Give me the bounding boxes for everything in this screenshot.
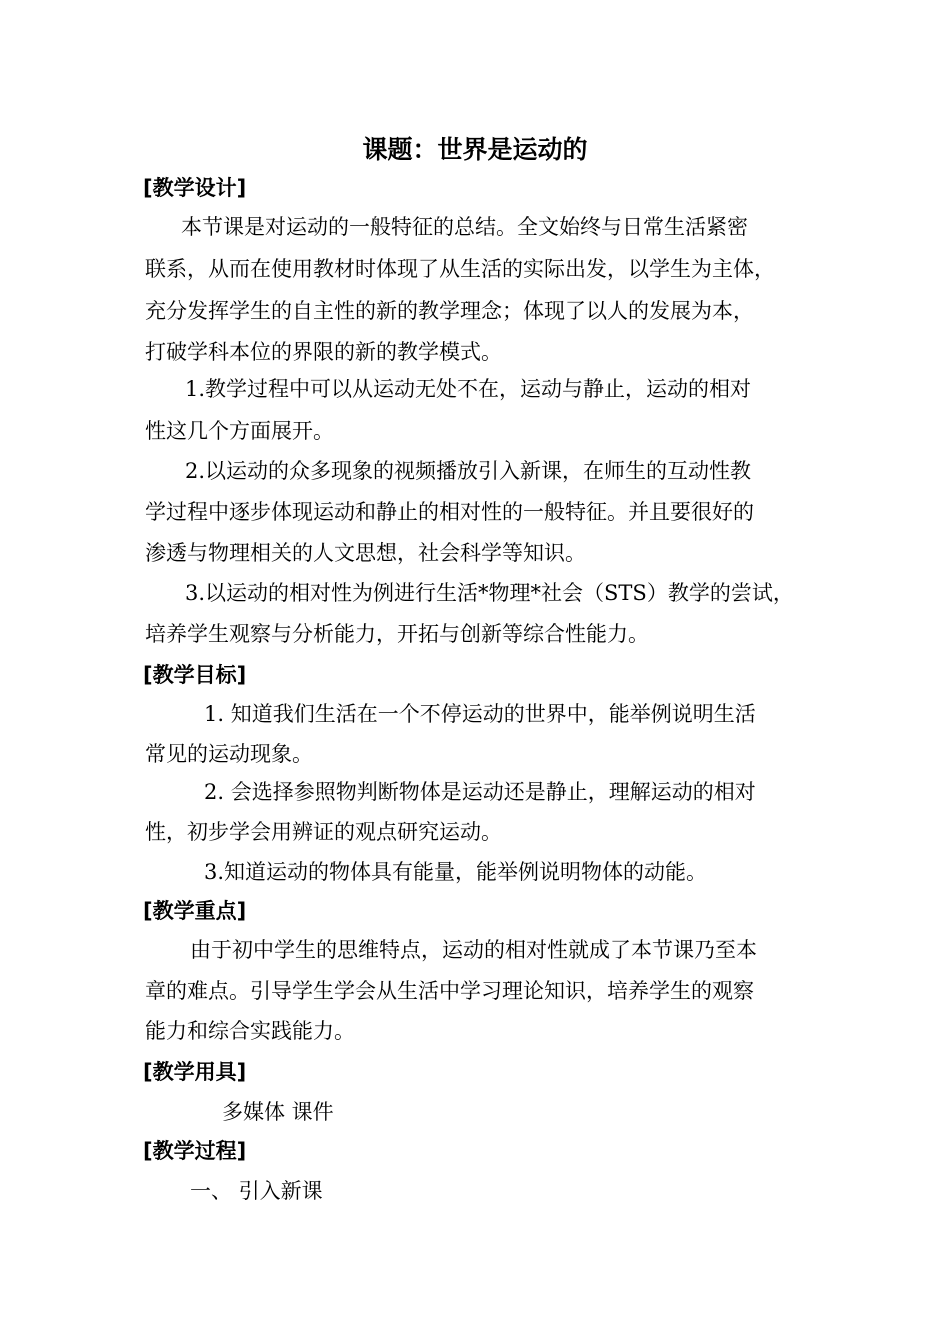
section-heading-focus: [教学重点] (143, 899, 247, 923)
paragraph-line: 渗透与物理相关的人文思想，社会科学等知识。 (145, 541, 586, 565)
section-heading-process: [教学过程] (143, 1139, 247, 1163)
paragraph-line: 学过程中逐步体现运动和静止的相对性的一般特征。并且要很好的 (145, 500, 754, 524)
goal-line: 2. 会选择参照物判断物体是运动还是静止，理解运动的相对 (204, 780, 756, 804)
process-line: 一、 引入新课 (190, 1179, 323, 1203)
paragraph-line: 1.教学过程中可以从运动无处不在，运动与静止，运动的相对 (185, 377, 752, 401)
page-title: 课题：世界是运动的 (362, 135, 588, 164)
paragraph-line: 3.以运动的相对性为例进行生活*物理*社会（STS）教学的尝试， (185, 581, 794, 605)
paragraph-line: 本节课是对运动的一般特征的总结。全文始终与日常生活紧密 (181, 215, 748, 239)
section-heading-goals: [教学目标] (143, 663, 247, 687)
section-heading-design: [教学设计] (143, 176, 247, 200)
goal-line: 性，初步学会用辨证的观点研究运动。 (145, 820, 502, 844)
section-heading-tools: [教学用具] (143, 1060, 247, 1084)
paragraph-line: 联系，从而在使用教材时体现了从生活的实际出发，以学生为主体， (145, 257, 775, 281)
paragraph-line: 充分发挥学生的自主性的新的教学理念；体现了以人的发展为本， (145, 299, 754, 323)
goal-line: 1. 知道我们生活在一个不停运动的世界中，能举例说明生活 (204, 702, 756, 726)
paragraph-line: 2.以运动的众多现象的视频播放引入新课，在师生的互动性教 (185, 459, 752, 483)
focus-line: 由于初中学生的思维特点，运动的相对性就成了本节课乃至本 (190, 938, 757, 962)
goal-line: 3.知道运动的物体具有能量，能举例说明物体的动能。 (204, 860, 708, 884)
focus-line: 章的难点。引导学生学会从生活中学习理论知识，培养学生的观察 (145, 979, 754, 1003)
focus-line: 能力和综合实践能力。 (145, 1019, 355, 1043)
paragraph-line: 性这几个方面展开。 (145, 419, 334, 443)
paragraph-line: 打破学科本位的界限的新的教学模式。 (145, 340, 502, 364)
goal-line: 常见的运动现象。 (145, 742, 313, 766)
paragraph-line: 培养学生观察与分析能力，开拓与创新等综合性能力。 (145, 622, 649, 646)
tools-line: 多媒体 课件 (222, 1100, 334, 1124)
